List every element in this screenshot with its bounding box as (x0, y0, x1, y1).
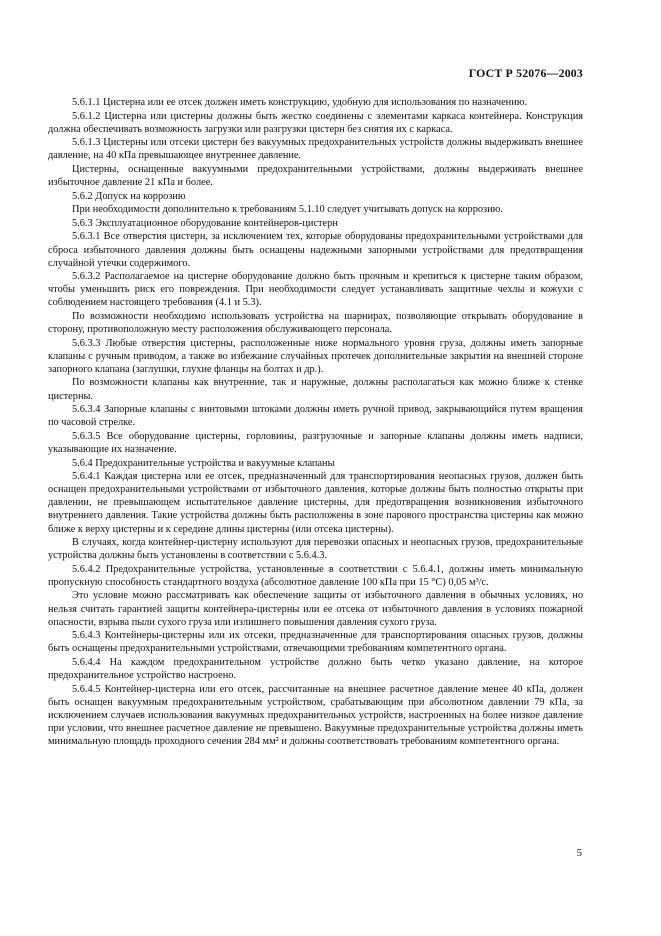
paragraph: 5.6.1.1 Цистерна или ее отсек должен иметь конструкцию, удобную для использования по назначению. (72, 97, 528, 108)
paragraph: 5.6.1.3 Цистерны или отсеки цистерн без вакуумных предохранительных устройств должны выдерживать внешнее давление, на 40 кПа превышающее внутреннее давление. (48, 137, 583, 162)
paragraph: 5.6.3.2 Располагаемое на цистерне оборудование должно быть прочным и крепиться к цистерне таким образом, чтобы уменьшить риск его повреждения. При необходимости следует устанавливать защитные чехлы и кожухи с соблюдением настоящего требования (4.1 и 5.3). (48, 271, 583, 309)
paragraph: Это условие можно рассматривать как обеспечение защиты от избыточного давления в обычных условиях, но нельзя считать гарантией защиты контейнера-цистерны или ее отсека от избыточного давления в условиях пожарной опасности, взрыва пыли сухого груза или излишнего повышения давления сухого груза. (48, 590, 583, 628)
section-heading: 5.6.2 Допуск на коррозию (72, 190, 186, 202)
paragraph: 5.6.3.4 Запорные клапаны с винтовыми штоками должны иметь ручной привод, закрывающийся путем вращения по часовой стрелке. (48, 404, 583, 429)
paragraph: 5.6.3.1 Все отверстия цистерн, за исключением тех, которые оборудованы предохранительными устройствами для сброса избыточного давления должны быть оснащены надежными запорными устройствами для предотвращения случайной утечки содержимого. (48, 231, 583, 269)
paragraph: 5.6.4.2 Предохранительные устройства, установленные в соответствии с 5.6.4.1, должны иметь минимальную пропускную способность стандартного воздуха (абсолютное давление 100 кПа при 15 °С) 0,05 м³/с. (48, 563, 583, 588)
paragraph: По возможности клапаны как внутренние, так и наружные, должны располагаться как можно ближе к стенке цистерны. (48, 377, 583, 402)
paragraph: По возможности необходимо использовать устройства на шарнирах, позволяющие открывать оборудование в сторону, противоположную месту расположения обслуживающего персонала. (48, 311, 583, 336)
document-body (48, 96, 583, 748)
paragraph: При необходимости дополнительно к требованиям 5.1.10 следует учитывать допуск на коррозию. (72, 204, 503, 216)
section-heading: 5.6.3 Эксплуатационное оборудование контейнеров-цистерн (72, 217, 338, 229)
paragraph: Цистерны, оснащенные вакуумными предохранительными устройствами, должны выдерживать внешнее избыточное давление 21 кПа и более. (48, 163, 583, 189)
paragraph: В случаях, когда контейнер-цистерну используют для перевозки опасных и неопасных грузов, предохранительные устройства должны быть установлены в соответствии с 5.6.4.3. (48, 537, 583, 562)
paragraph: 5.6.3.3 Любые отверстия цистерны, расположенные ниже нормального уровня груза, должны иметь запорные клапаны с ручным приводом, а также во избежание случайных протечек дополнительные закрытия на внешней стороне запорного клапана (заглушки, глухие фланцы на болтах и др.). (48, 337, 583, 375)
page-number: 5 (576, 848, 582, 859)
paragraph: 5.6.4.5 Контейнер-цистерна или его отсек, рассчитанные на внешнее расчетное давление менее 40 кПа, должен быть оснащен вакуумным предохранительным устройством, срабатывающим при абсолютном давлении 79 кПа, за исключением случаев использования вакуумных предохранительных устройств, настроенных на более низкое давление при условии, что внешнее расчетное давление не превышено. Вакуумные предохранительные устройства должны иметь минимальную площадь проходного сечения 284 мм² и должны соответствовать требованиям компетентного органа. (48, 683, 583, 747)
paragraph: 5.6.1.2 Цистерна или цистерны должны быть жестко соединены с элементами каркаса контейнера. Конструкция должна обеспечивать возможность загрузки или разгрузки цистерн без снятия их с каркаса. (48, 110, 583, 135)
paragraph: 5.6.4.4 На каждом предохранительном устройстве должно быть четко указано давление, на которое предохранительное устройство настроено. (48, 656, 583, 682)
section-heading: 5.6.4 Предохранительные устройства и вакуумные клапаны (72, 457, 335, 469)
paragraph: 5.6.4.1 Каждая цистерна или ее отсек, предназначенный для транспортирования неопасных грузов, должен быть оснащен предохранительными устройствами от избыточного давления, которые должны быть полностью открыты при давлении, не превышающем испытательное давление цистерны, для предотвращения возникновения избыточного внутреннего давления. Такие устройства должны быть расположены в зоне парового пространства цистерны как можно ближе к верху цистерны и к середине длины цистерны (или отсека цистерны). (48, 471, 583, 535)
document-number-header: ГОСТ Р 52076—2003 (468, 66, 583, 80)
paragraph: 5.6.3.5 Все оборудование цистерны, горловины, разгрузочные и запорные клапаны должны иметь надписи, указывающие их назначение. (48, 430, 583, 455)
paragraph: 5.6.4.3 Контейнеры-цистерны или их отсеки, предназначенные для транспортирования опасных грузов, должны быть оснащены предохранительными устройствами, отвечающими требованиям компетентного органа. (48, 630, 583, 655)
